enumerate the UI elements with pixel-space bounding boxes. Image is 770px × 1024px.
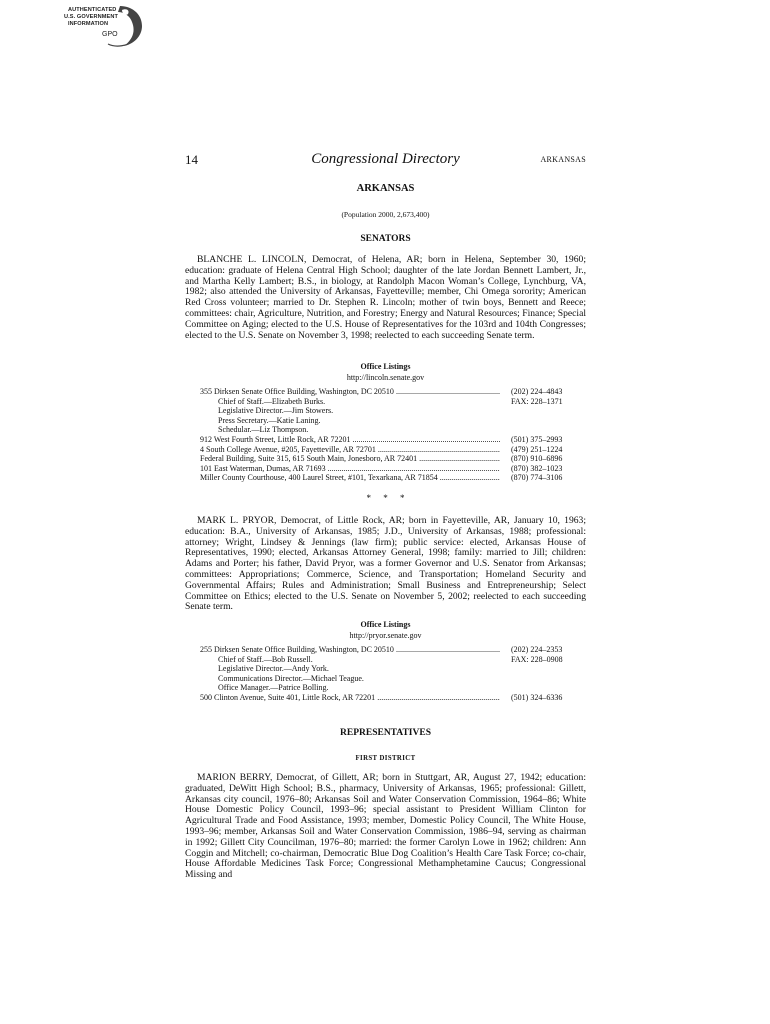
office-row (200, 435, 570, 445)
staff-entry: Chief of Staff.—Elizabeth Burks. (218, 396, 326, 406)
staff-entry: Chief of Staff.—Bob Russell. (218, 654, 313, 664)
lincoln-office-list (200, 387, 570, 483)
office-row (200, 454, 570, 464)
office-phone: (870) 774–3106 (511, 473, 563, 483)
office-phone: (202) 224–2353 (511, 645, 563, 654)
pryor-office-list (200, 645, 570, 703)
staff-entry: Press Secretary.—Katie Laning. (218, 415, 321, 425)
office-address: Federal Building, Suite 315, 615 South Main, Jonesboro, AR 72401 ..... (200, 454, 500, 464)
berry-bio: MARION BERRY, Democrat, of Gillett, AR; born in Stuttgart, AR, August 27, 1942; education: graduated, DeWitt High School; B.S., pharmacy, University of Arkansas, 1965; professional: Gillett, Arkansas city council, 1976–80; Arkansas Soil and Water Conservation Commission, 1964–86; White House Domestic Policy Council, 1993–96; special assistant to President William Clinton for Agricultural Trade and Food Assistance, 1993; member, Domestic Policy Council, The White House, 1993–96; member, Arkansas Soil and Water Conservation Commission, 1986–94, serving as chairman in 1992; Gillett City Councilman, 1976–80; married: the former Carolyn Lowe in 1962; children: Ann Coggin and Mitchell; co-chairman, Democratic Blue Dog Coalition’s Health Care Task Force; co-chair, House Affordable Medicines Task Force; Congressional Methamphetamine Caucus; Congressional Missing and (185, 772, 586, 881)
staff-entry: Office Manager.—Patrice Bolling. (218, 683, 329, 693)
office-row (200, 693, 570, 703)
office-address: 912 West Fourth Street, Little Rock, AR 72201 ..... (200, 435, 500, 445)
district-heading: FIRST DISTRICT (355, 755, 416, 762)
office-phone: (870) 910–6896 (511, 454, 563, 464)
office-phone: (479) 251–1224 (511, 444, 563, 454)
state-population: (Population 2000, 2,673,400) (341, 210, 430, 219)
page-number: 14 (185, 152, 198, 167)
office-row (200, 397, 570, 407)
representatives-heading: REPRESENTATIVES (340, 728, 431, 738)
office-row (200, 445, 570, 455)
office-phone: (501) 375–2993 (511, 434, 563, 444)
office-address: Miller County Courthouse, 400 Laurel Street, #101, Texarkana, AR 71854 ..... (200, 473, 500, 483)
office-fax: FAX: 228–1371 (511, 396, 563, 406)
staff-entry: Communications Director.—Michael Teague. (218, 673, 364, 683)
running-title: Congressional Directory (311, 151, 460, 167)
staff-entry: Schedular.—Liz Thompson. (218, 425, 309, 435)
office-row (200, 645, 570, 655)
senators-heading: SENATORS (360, 234, 411, 244)
office-phone: (870) 382–1023 (511, 463, 563, 473)
office-address: 500 Clinton Avenue, Suite 401, Little Rock, AR 72201 ..... (200, 693, 500, 703)
office-row (200, 473, 570, 483)
staff-entry: Legislative Director.—Jim Stowers. (218, 406, 334, 416)
office-address: 355 Dirksen Senate Office Building, Washington, DC 20510 ..... (200, 387, 500, 397)
office-row (200, 387, 570, 397)
office-phone: (202) 224–4843 (511, 387, 563, 396)
running-state: ARKANSAS (540, 155, 586, 164)
section-separator: * * * (366, 493, 405, 503)
seal-line-1: AUTHENTICATED (68, 7, 117, 13)
lincoln-office-listings-title: Office Listings (360, 362, 411, 371)
office-row (200, 464, 570, 474)
staff-entry: Legislative Director.—Andy York. (218, 664, 329, 674)
pryor-bio: MARK L. PRYOR, Democrat, of Little Rock, AR; born in Fayetteville, AR, January 10, 1963; education: B.A., University of Arkansas, 1985; J.D., University of Arkansas, 1988; professional: attorney; Wright, Lindsey & Jennings (law firm); public service: elected, Arkansas House of Representatives, 1990; elected, Arkansas Attorney General, 1998; family: married to Jill; children: Adams and Porter; his father, David Pryor, was a former Governor and U.S. Senator from Arkansas; committees: Appropriations; Commerce, Science, and Transportation; Homeland Security and Governmental Affairs; Rules and Administration; Small Business and Entrepreneurship; Select Committee on Ethics; elected to the U.S. Senate on November 5, 2002; reelected to each succeeding Senate term. (185, 515, 586, 613)
gpo-authentication-seal (60, 4, 150, 48)
office-row (200, 655, 570, 665)
lincoln-website-link[interactable]: http://lincoln.senate.gov (346, 373, 425, 382)
office-phone: (501) 324–6336 (511, 692, 563, 702)
office-address: 101 East Waterman, Dumas, AR 71693 ..... (200, 464, 500, 474)
office-address: 255 Dirksen Senate Office Building, Washington, DC 20510 ..... (200, 645, 500, 655)
pryor-office-listings-title: Office Listings (360, 620, 411, 629)
office-fax: FAX: 228–0908 (511, 654, 563, 664)
running-head (185, 152, 586, 168)
pryor-website-link[interactable]: http://pryor.senate.gov (349, 631, 422, 640)
state-title: ARKANSAS (356, 183, 415, 194)
seal-line-3: INFORMATION (68, 21, 109, 27)
lincoln-bio: BLANCHE L. LINCOLN, Democrat, of Helena, AR; born in Helena, September 30, 1960; education: graduate of Helena Central High School; daughter of the late Jordan Bennett Lambert, Jr., and Martha Kelly Lambert; B.S., in biology, at Randolph Macon Woman’s College, Lynchburg, VA, 1982; also attended the University of Arkansas, Fayetteville; member, Chi Omega sorority; American Red Cross volunteer; married to Dr. Stephen R. Lincoln; mother of twin boys, Bennett and Reece; committees: chair, Agriculture, Nutrition, and Forestry; Energy and Natural Resources; Finance; Special Committee on Aging; elected to the U.S. House of Representatives for the 103rd and 104th Congresses; elected to the U.S. Senate on November 3, 1998; reelected to each succeeding Senate term. (185, 254, 586, 341)
seal-gpo: GPO (102, 31, 118, 38)
seal-line-2: U.S. GOVERNMENT (64, 14, 119, 20)
office-address: 4 South College Avenue, #205, Fayetteville, AR 72701 ..... (200, 445, 500, 455)
